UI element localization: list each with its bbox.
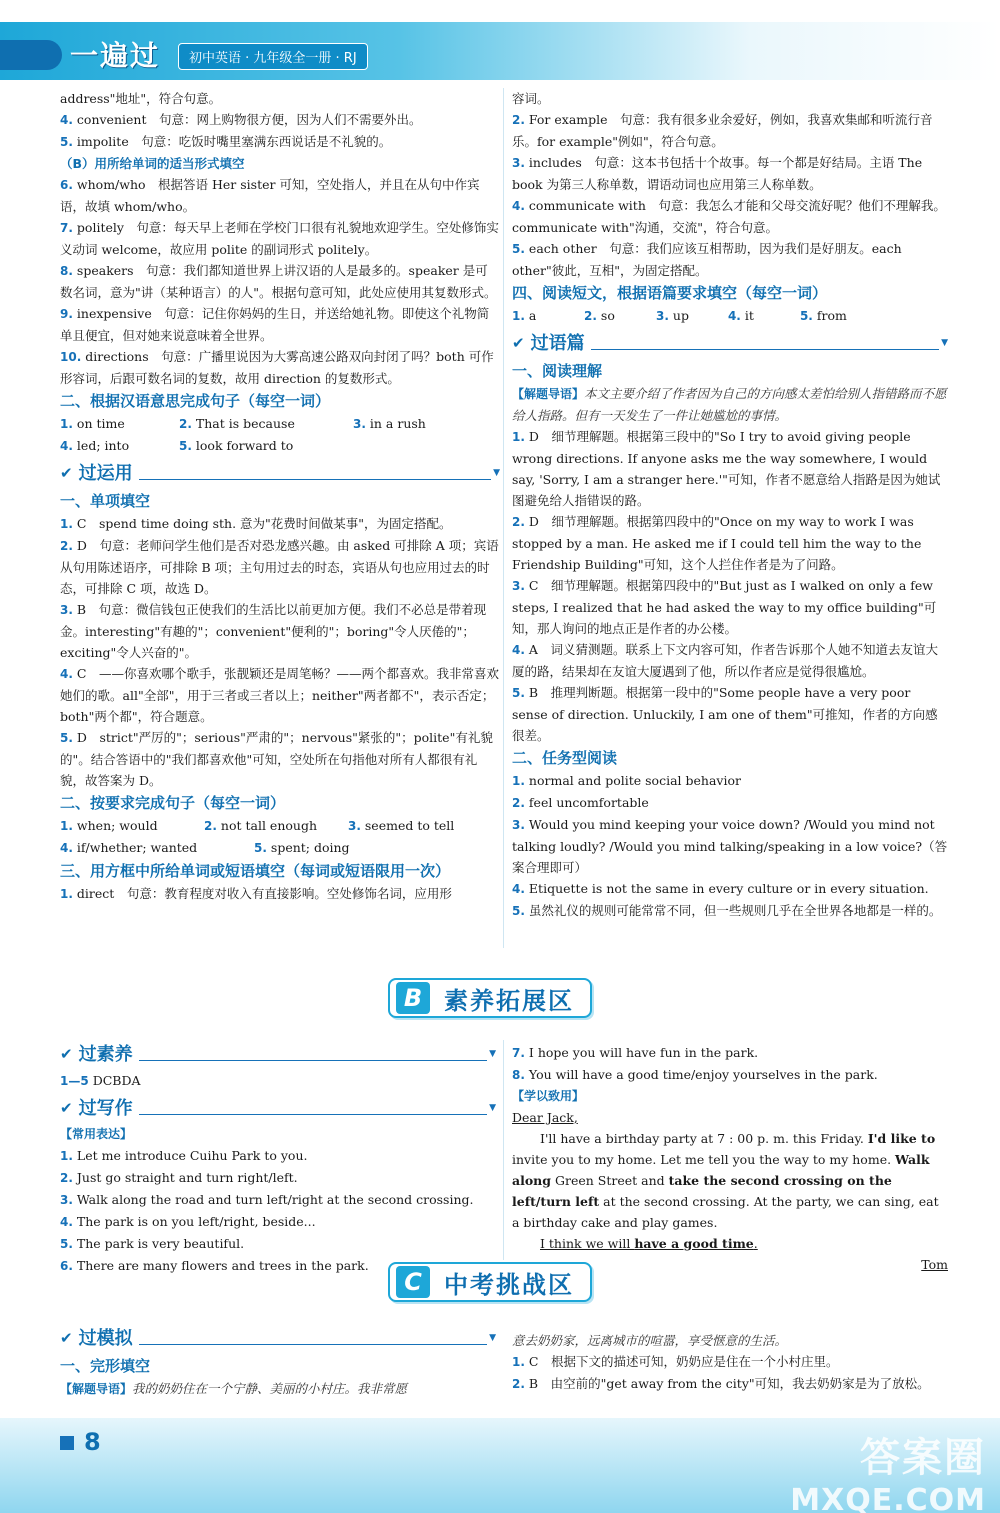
answer-item: 3. C 细节理解题。根据第四段中的"But just as I walked on only a few steps, I realized that he had asked the way to my office building"可知，那人询问的地点正是作者的办公楼。 bbox=[512, 578, 937, 636]
answer-item: 5. each other 句意：我们应该互相帮助，因为我们是好朋友。each other"彼此，互相"，为固定搭配。 bbox=[512, 241, 902, 278]
check-icon: ✔ bbox=[512, 333, 525, 352]
banner-guoxiezuo: ✔ 过写作 ▼ bbox=[60, 1097, 496, 1119]
answer-item: 1. C 根据下文的描述可知，奶奶应是住在一个小村庄里。 bbox=[512, 1354, 839, 1369]
triangle-icon: ▼ bbox=[489, 1048, 496, 1059]
answer-item: 1. direct 句意：教育程度对收入有直接影响。空处修饰名词，应用形 bbox=[60, 886, 452, 901]
banner-guoyunyong: ✔ 过运用 ▼ bbox=[60, 462, 500, 484]
answer-item: 2. D 句意：老师问学生他们是否对恐龙感兴趣。由 asked 可排除 A 项；宾语从句用陈述语序，可排除 B 项；主句用过去的时态，宾语从句也应用过去的时态，可排除 C 项，故选 D。 bbox=[60, 538, 499, 596]
banner-rule bbox=[139, 1331, 488, 1345]
zone-title: 中考挑战区 bbox=[444, 1270, 574, 1299]
guide-paragraph: 【解题导语】我的奶奶住在一个宁静、美丽的小村庄。我非常愿 bbox=[60, 1381, 408, 1396]
section-title: 二、按要求完成句子（每空一词） bbox=[60, 794, 286, 812]
answer-item: 2. Just go straight and turn right/left. bbox=[60, 1170, 298, 1185]
answer-item: 10. directions 句意：广播里说因为大雾高速公路双向封闭了吗？both 可作形容词，后跟可数名词的复数，故用 direction 的复数形式。 bbox=[60, 349, 494, 386]
column-divider bbox=[503, 88, 504, 948]
book-subtitle: 初中英语 · 九年级全一册 · RJ bbox=[178, 43, 368, 70]
triangle-icon: ▼ bbox=[493, 467, 500, 478]
zone-c-right bbox=[512, 1330, 948, 1395]
letter-signature: Tom bbox=[921, 1257, 948, 1272]
answer-item: 7. I hope you will have fun in the park. bbox=[512, 1045, 759, 1060]
section-title: 一、完形填空 bbox=[60, 1357, 151, 1375]
answer-row: 1. a 2. so 3. up 4. it 5. from bbox=[512, 308, 847, 323]
answer-item: 5. B 推理判断题。根据第一段中的"Some people have a very poor sense of direction. Unluckily, I am one of them"可推知，作者的方向感很差。 bbox=[512, 685, 938, 743]
right-column bbox=[512, 88, 948, 922]
answer-item: 2. B 由空前的"get away from the city"可知，我去奶奶家是为了放松。 bbox=[512, 1376, 930, 1391]
answer-item: 5. D strict"严厉的"；serious"严肃的"；nervous"紧张的"；polite"有礼貌的"。结合答语中的"我们都喜欢他"可知，空处所在句指他对所有人都很有礼貌，故答案为 D。 bbox=[60, 730, 493, 788]
section-title: （B）用所给单词的适当形式填空 bbox=[60, 156, 245, 171]
answer-item: 6. whom/who 根据答语 Her sister 可知，空处指人，并且在从句中作宾语，故填 whom/who。 bbox=[60, 177, 480, 214]
zone-letter: B bbox=[396, 982, 430, 1014]
letter-closing: I think we will have a good time. bbox=[540, 1236, 758, 1251]
banner-rule bbox=[139, 1047, 488, 1061]
answer-item: 7. politely 句意：每天早上老师在学校门口很有礼貌地欢迎学生。空处修饰实义动词 welcome，故应用 polite 的副词形式 politely。 bbox=[60, 220, 499, 257]
answer-item: 4. C ——你喜欢哪个歌手，张靓颖还是周笔畅？——两个都喜欢。我非常喜欢她们的歌。all"全部"，用于三者或三者以上；neither"两者都不"，表示否定；both"两个都"，符合题意。 bbox=[60, 666, 499, 724]
page-marker bbox=[60, 1436, 74, 1450]
zone-c-left bbox=[60, 1322, 496, 1400]
column-divider bbox=[503, 1040, 504, 1260]
banner-rule bbox=[591, 336, 940, 350]
answer-row: 1. when; would 2. not tall enough 3. seemed to tell bbox=[60, 818, 455, 833]
answer-item: 6. There are many flowers and trees in the park. bbox=[60, 1258, 369, 1273]
check-icon: ✔ bbox=[60, 1044, 73, 1063]
watermark: 答案圈 MXQE.COM bbox=[790, 1435, 986, 1513]
answer-item: 4. convenient 句意：网上购物很方便，因为人们不需要外出。 bbox=[60, 112, 422, 127]
answer-row: 4. led; into 5. look forward to bbox=[60, 438, 294, 453]
banner-guomoni: ✔ 过模拟 ▼ bbox=[60, 1327, 496, 1349]
zone-box bbox=[388, 978, 592, 1018]
answer-item: 1. D 细节理解题。根据第三段中的"So I try to avoid giving people wrong directions. If anyone asks me the way somewhere, I would say, 'Sorry, I am a stranger here.'"可知，作者不愿意给人指路是因为她试图避免给人指错误的路。 bbox=[512, 429, 941, 508]
triangle-icon: ▼ bbox=[489, 1102, 496, 1113]
section-title: 一、阅读理解 bbox=[512, 362, 603, 380]
answer-item: 1. normal and polite social behavior bbox=[512, 773, 741, 788]
answer-item: 3. includes 句意：这本书包括十个故事。每一个都是好结局。主语 The book 为第三人称单数，谓语动词也应用第三人称单数。 bbox=[512, 155, 923, 192]
answer-item: 3. B 句意：微信钱包正使我们的生活比以前更加方便。我们不必总是带着现金。interesting"有趣的"；convenient"便利的"；boring"令人厌倦的"；exciting"令人兴奋的"。 bbox=[60, 602, 487, 660]
answer-item: 1. Let me introduce Cuihu Park to you. bbox=[60, 1148, 308, 1163]
brand-logo: 一遍过 bbox=[70, 39, 161, 72]
answer-item: 1. C spend time doing sth. 意为"花费时间做某事"，为固定搭配。 bbox=[60, 516, 452, 531]
answer-item: 2. D 细节理解题。根据第四段中的"Once on my way to work I was stopped by a man. He asked me if I could tell him the way to the Friendship Building"可知，这个人拦住作者是为了问路。 bbox=[512, 514, 922, 572]
answer-item: 3. Would you mind keeping your voice down? /Would you mind not talking loudly? /Would you mind talking/speaking in a low voice?（答案合理即可） bbox=[512, 817, 948, 875]
answer-item: 5. impolite 句意：吃饭时嘴里塞满东西说话是不礼貌的。 bbox=[60, 134, 392, 149]
zone-title: 素养拓展区 bbox=[444, 986, 574, 1015]
section-title: 一、单项填空 bbox=[60, 492, 151, 510]
answer-item: 8. speakers 句意：我们都知道世界上讲汉语的人是最多的。speaker 是可数名词，意为"讲（某种语言）的人"。根据句意可知，此处应使用其复数形式。 bbox=[60, 263, 497, 300]
page-footer bbox=[0, 1418, 1000, 1513]
answer-item: 3. Walk along the road and turn left/right at the second crossing. bbox=[60, 1192, 474, 1207]
page-header bbox=[0, 0, 1000, 80]
answer-item: 8. You will have a good time/enjoy yourselves in the park. bbox=[512, 1067, 878, 1082]
letter-paragraph: I'll have a birthday party at 7 : 00 p. m. this Friday. I'd like to invite you to my home. Let me tell you the way to my home. Walk along Green Street and take the second crossing on the left/turn left at the second crossing. At the party, we can sing, eat a birthday cake and play games. bbox=[512, 1131, 939, 1230]
check-icon: ✔ bbox=[60, 1098, 73, 1117]
triangle-icon: ▼ bbox=[941, 337, 948, 348]
answer-item: 5. 虽然礼仪的规则可能常常不同，但一些规则几乎在全世界各地都是一样的。 bbox=[512, 903, 942, 918]
check-icon: ✔ bbox=[60, 463, 73, 482]
section-title: 三、用方框中所给单词或短语填空（每词或短语限用一次） bbox=[60, 862, 451, 880]
guide-paragraph: 【解题导语】本文主要介绍了作者因为自己的方向感太差怕给别人指错路而不愿给人指路。但有一天发生了一件让她尴尬的事情。 bbox=[512, 386, 947, 423]
zone-c-heading bbox=[388, 1262, 592, 1302]
answer-row: 4. if/whether; wanted 5. spent; doing bbox=[60, 840, 350, 855]
answer-row: 1—5 DCBDA bbox=[60, 1073, 141, 1088]
triangle-icon: ▼ bbox=[489, 1332, 496, 1343]
zone-b-right bbox=[512, 1042, 948, 1275]
practice-tag: 【学以致用】 bbox=[512, 1089, 585, 1103]
banner-rule bbox=[139, 1101, 488, 1115]
answer-item: 4. The park is on you left/right, beside... bbox=[60, 1214, 316, 1229]
answer-item: 2. For example 句意：我有很多业余爱好，例如，我喜欢集邮和听流行音乐。for example"例如"，符合句意。 bbox=[512, 112, 933, 149]
answer-item: 9. inexpensive 句意：记住你妈妈的生日，并送给她礼物。即使这个礼物简单且便宜，但对她来说意味着全世界。 bbox=[60, 306, 490, 343]
answer-item: 2. feel uncomfortable bbox=[512, 795, 649, 810]
section-title: 四、阅读短文，根据语篇要求填空（每空一词） bbox=[512, 284, 828, 302]
banner-rule bbox=[139, 466, 492, 480]
zone-b-heading bbox=[388, 978, 592, 1018]
section-title: 二、任务型阅读 bbox=[512, 749, 618, 767]
section-title: 二、根据汉语意思完成句子（每空一词） bbox=[60, 392, 331, 410]
banner-guoyupian: ✔ 过语篇 ▼ bbox=[512, 332, 948, 354]
banner-guosuyang: ✔ 过素养 ▼ bbox=[60, 1043, 496, 1065]
letter-greeting: Dear Jack, bbox=[512, 1110, 578, 1125]
zone-letter: C bbox=[396, 1266, 430, 1298]
expression-tag: 【常用表达】 bbox=[60, 1127, 133, 1141]
answer-row: 1. on time 2. That is because 3. in a rush bbox=[60, 416, 426, 431]
zone-box bbox=[388, 1262, 592, 1302]
logo-mark bbox=[0, 40, 62, 70]
answer-line: 容词。 bbox=[512, 91, 550, 106]
answer-item: 5. The park is very beautiful. bbox=[60, 1236, 245, 1251]
answer-item: 4. communicate with 句意：我怎么才能和父母交流好呢？他们不理解我。communicate with"沟通，交流"，符合句意。 bbox=[512, 198, 946, 235]
answer-item: 4. Etiquette is not the same in every culture or in every situation. bbox=[512, 881, 929, 896]
guide-continuation: 意去奶奶家，远离城市的喧嚣，享受惬意的生活。 bbox=[512, 1333, 788, 1348]
zone-b-left bbox=[60, 1038, 496, 1277]
answer-item: 4. A 词义猜测题。联系上下文内容可知，作者告诉那个人她不知道去友谊大厦的路，结果却在友谊大厦遇到了他，所以作者应是觉得很尴尬。 bbox=[512, 642, 938, 679]
left-column bbox=[60, 88, 500, 905]
check-icon: ✔ bbox=[60, 1328, 73, 1347]
answer-line: address"地址"，符合句意。 bbox=[60, 91, 222, 106]
page-number: 8 bbox=[84, 1428, 101, 1456]
